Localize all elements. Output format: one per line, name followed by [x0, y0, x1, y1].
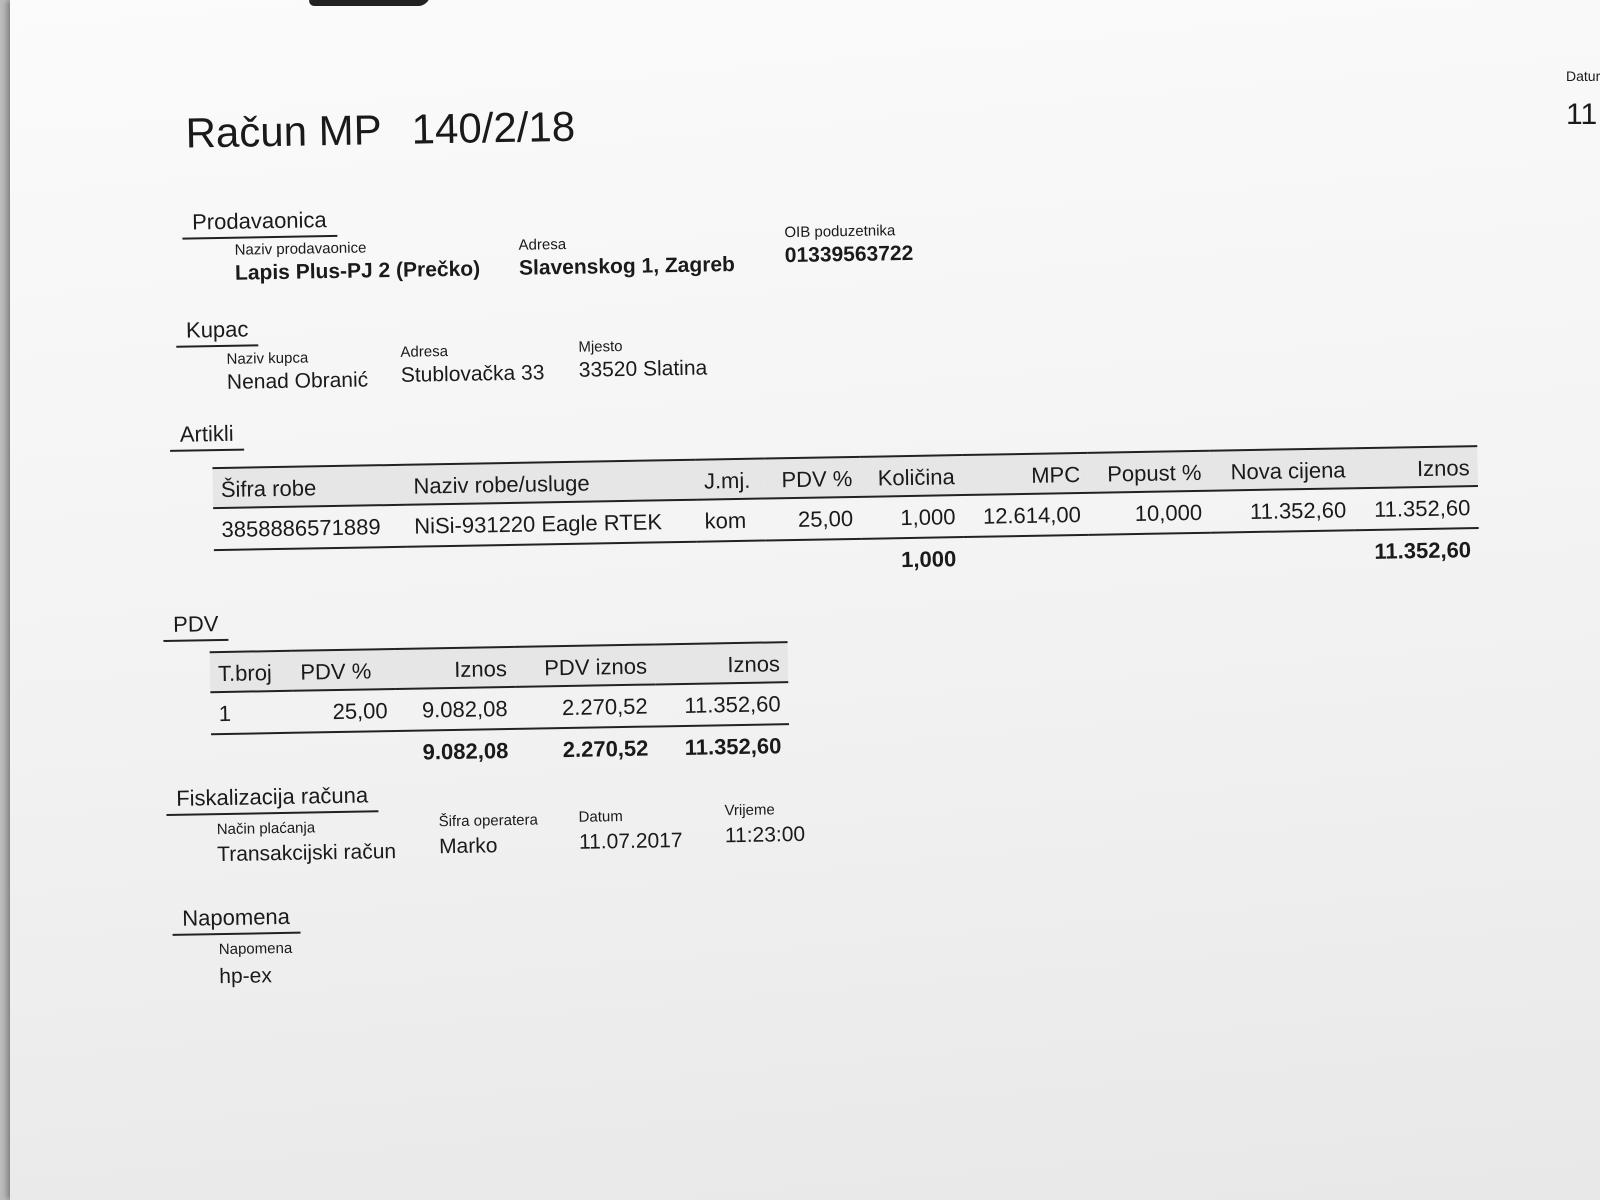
cell-kolicina: 1,000 [861, 495, 964, 539]
operator-label: Šifra operatera [438, 811, 539, 831]
invoice-title-label: Račun MP [185, 106, 383, 157]
col-naziv-robe: Naziv robe/usluge [405, 460, 696, 505]
date-label: Datum [578, 808, 623, 826]
cell-naziv: NiSi-931220 Eagle RTEK [406, 500, 697, 547]
customer-address-label: Adresa [400, 343, 449, 361]
col-pdv-iznos: PDV iznos [514, 644, 655, 686]
operator: Marko [438, 834, 498, 859]
note-label: Napomena [218, 939, 293, 959]
col-kolicina: Količina [860, 455, 963, 497]
payment-method: Transakcijski račun [216, 839, 397, 867]
section-pdv: PDV [163, 611, 229, 642]
total-osnovica: 9.082,08 [422, 738, 509, 765]
corner-date-value: 11 [1566, 98, 1598, 131]
date: 11.07.2017 [578, 828, 683, 854]
col-osnovica: Iznos [395, 647, 516, 689]
invoice-title [185, 103, 575, 158]
col-iznos: Iznos [1353, 446, 1478, 488]
time: 11:23:00 [724, 822, 806, 848]
col-tbroj: T.broj [210, 651, 293, 692]
vat-table [210, 641, 790, 775]
col-pdv-percent: PDV % [764, 457, 860, 499]
col-ukupno: Iznos [655, 642, 789, 684]
col-pdv-rate: PDV % [292, 649, 395, 691]
cell-jmj: kom [696, 499, 765, 542]
cell-nova-cijena: 11.352,60 [1210, 488, 1355, 533]
store-name-label: Naziv prodavaonice [234, 239, 367, 259]
col-nova-cijena: Nova cijena [1209, 448, 1354, 491]
customer-place-label: Mjesto [578, 337, 623, 356]
total-pdv-iznos: 2.270,52 [562, 735, 649, 763]
receipt-paper [10, 0, 1600, 1200]
cell-mpc: 12.614,00 [963, 493, 1089, 537]
col-jmj: J.mj. [696, 459, 765, 500]
total-ukupno: 11.352,60 [684, 733, 782, 760]
store-oib: 01339563722 [784, 241, 914, 268]
total-quantity: 1,000 [900, 546, 957, 573]
cell-iznos: 11.352,60 [1354, 486, 1479, 530]
note-value: hp-ex [219, 964, 273, 989]
invoice-number: 140/2/18 [411, 102, 576, 153]
cell-tbroj: 1 [210, 691, 293, 734]
cell-ukupno: 11.352,60 [655, 682, 789, 726]
customer-address: Stublovačka 33 [400, 361, 545, 387]
items-table [212, 445, 1479, 591]
col-sifra-robe: Šifra robe [212, 465, 405, 508]
customer-place: 33520 Slatina [578, 356, 708, 382]
total-amount: 11.352,60 [1374, 537, 1472, 564]
cell-pdv: 25,00 [765, 497, 861, 541]
store-oib-label: OIB poduzetnika [784, 222, 896, 242]
cell-popust: 10,000 [1088, 491, 1210, 535]
corner-date-label: Datur [1566, 68, 1600, 84]
store-address-label: Adresa [518, 235, 567, 254]
time-label: Vrijeme [724, 801, 775, 820]
customer-name: Nenad Obranić [226, 368, 369, 394]
cell-osnovica: 9.082,08 [395, 687, 516, 731]
customer-name-label: Naziv kupca [226, 349, 309, 368]
store-name: Lapis Plus-PJ 2 (Prečko) [234, 257, 481, 285]
section-fiskalizacija: Fiskalizacija računa [166, 782, 378, 816]
store-address: Slavenskog 1, Zagreb [518, 252, 736, 280]
section-napomena: Napomena [172, 904, 300, 936]
cell-pdv-iznos: 2.270,52 [515, 684, 656, 728]
payment-method-label: Način plaćanja [216, 819, 316, 839]
cell-sifra: 3858886571889 [213, 505, 406, 550]
logo-fragment [307, 0, 434, 6]
col-popust: Popust % [1088, 451, 1210, 493]
section-prodavaonica: Prodavaonica [182, 207, 337, 240]
col-mpc: MPC [962, 453, 1088, 495]
cell-pdv-rate: 25,00 [293, 689, 396, 733]
section-kupac: Kupac [176, 316, 259, 347]
section-artikli: Artikli [170, 421, 244, 452]
